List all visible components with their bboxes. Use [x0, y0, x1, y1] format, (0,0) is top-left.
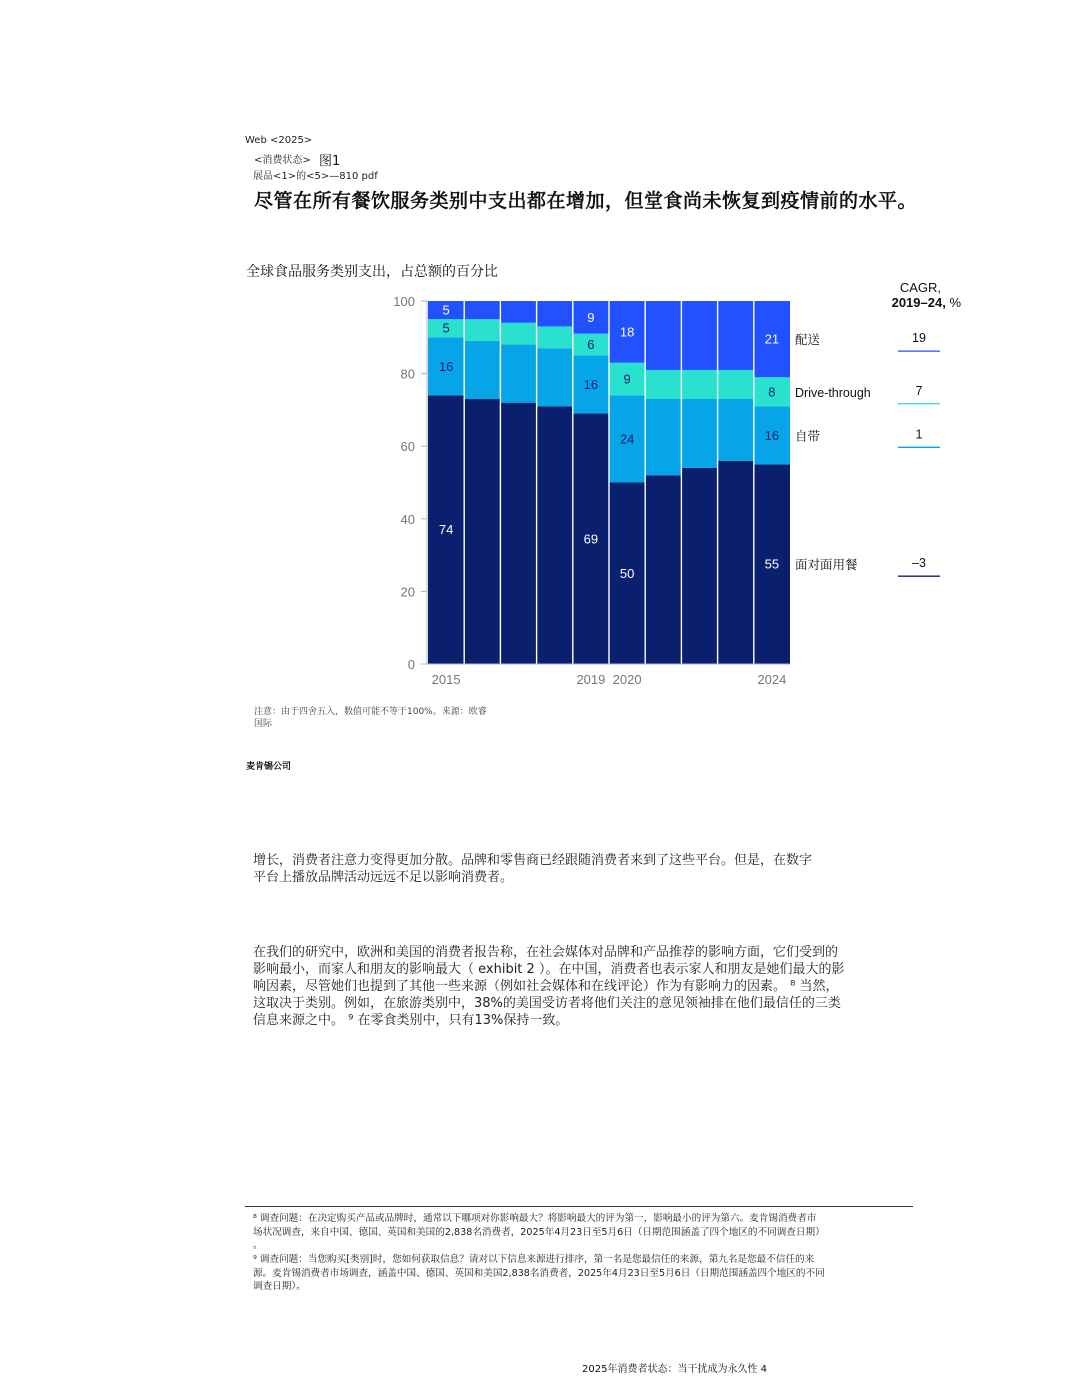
paragraph-2-line: 信息来源之中。 ⁹ 在零食类别中，只有13%保持一致。 — [253, 1013, 569, 1028]
bar-segment — [464, 301, 500, 319]
bar-segment — [645, 301, 681, 370]
legend-label: 自带 — [795, 429, 821, 444]
chart-note-line2: 国际 — [254, 719, 273, 729]
cagr-value: 1 — [915, 427, 923, 442]
cagr-value: 19 — [912, 331, 926, 346]
data-label: 24 — [619, 431, 635, 447]
data-label: 16 — [438, 358, 454, 374]
bar-segment — [645, 370, 681, 399]
cagr-value: –3 — [912, 556, 926, 571]
paragraph-2 — [253, 944, 844, 1029]
y-tick-label: 80 — [400, 366, 415, 382]
legend-label: 配送 — [795, 333, 821, 348]
legend-label: 面对面用餐 — [795, 558, 858, 573]
company-name: 麦肯锡公司 — [246, 762, 292, 772]
bar-segment — [500, 345, 536, 403]
legend-label: Drive-through — [795, 385, 871, 400]
cagr-header-line2: 2019–24, % — [891, 295, 961, 310]
data-label: 6 — [587, 337, 595, 353]
paragraph-1 — [253, 852, 812, 886]
bar-segment — [537, 326, 573, 348]
bar-segment — [537, 406, 573, 664]
web-label: Web <2025> — [245, 135, 313, 146]
y-tick-label: 0 — [407, 657, 415, 672]
footnote-9-line: ⁹ 调查问题：当您购买[类别]时，您如何获取信息？请对以下信息来源进行排序，第一名是您最信任的来源，第九名是您最不信任的来 — [253, 1254, 815, 1265]
y-tick-label: 40 — [400, 511, 415, 527]
data-label: 5 — [442, 302, 450, 318]
data-label: 69 — [583, 531, 599, 547]
bar-segment — [718, 301, 754, 370]
paragraph-1-line: 平台上播放品牌活动远远不足以影响消费者。 — [253, 870, 514, 885]
data-label: 8 — [768, 384, 776, 400]
footnote-8 — [253, 1212, 825, 1253]
y-tick-label: 20 — [400, 584, 415, 600]
bar-segment — [537, 348, 573, 406]
footnote-8-line: 场状况调查，来自中国、德国、英国和美国的2,838名消费者，2025年4月23日至5月6日（日期范围涵盖了四个地区的不同调查日期） — [253, 1226, 825, 1238]
bar-segment — [681, 301, 717, 370]
bar-segment — [718, 370, 754, 399]
x-tick-label: 2020 — [612, 672, 642, 687]
footnote-8-line: ⁸ 调查问题：在决定购买产品或品牌时，通常以下哪项对你影响最大？将影响最大的评为第一，影响最小的评为第六。麦肯锡消费者市 — [253, 1213, 817, 1224]
x-tick-label: 2024 — [757, 672, 787, 687]
page-footer: 2025年消费者状态：当干扰成为永久性 4 — [582, 1364, 767, 1375]
data-label: 16 — [583, 376, 599, 392]
paragraph-1-line: 增长，消费者注意力变得更加分散。品牌和零售商已经跟随消费者来到了这些平台。但是，在数字 — [253, 853, 813, 868]
x-tick-label: 2015 — [431, 672, 461, 687]
data-label: 5 — [442, 320, 450, 336]
data-label: 9 — [623, 371, 631, 387]
bar-segment — [645, 399, 681, 475]
data-label: 16 — [764, 427, 780, 443]
paragraph-2-line: 影响最小，而家人和朋友的影响最大（ exhibit 2 ）。在中国，消费者也表示家人和朋友是她们最大的影 — [253, 962, 845, 977]
bar-segment — [718, 399, 754, 461]
cagr-header-line1: CAGR, — [899, 280, 941, 295]
bar-segment — [464, 399, 500, 664]
exhibit-label: 图1 — [319, 154, 341, 169]
footnote-9-line: 调查日期）。 — [253, 1281, 306, 1292]
bar-segment — [645, 475, 681, 664]
bar-segment — [464, 341, 500, 399]
bar-segment — [681, 399, 717, 468]
data-label: 55 — [764, 556, 780, 572]
bar-segment — [537, 301, 573, 326]
chart-note-line1: 注意：由于四舍五入，数值可能不等于100%。来源：欧睿 — [254, 707, 487, 717]
bar-segment — [681, 370, 717, 399]
bar-segment — [681, 468, 717, 664]
footnote-8-line: 。 — [253, 1240, 263, 1251]
bar-segment — [500, 403, 536, 664]
bar-segment — [718, 461, 754, 664]
footnote-divider — [245, 1206, 913, 1207]
exhibit-title: 尽管在所有餐饮服务类别中支出都在增加，但堂食尚未恢复到疫情前的水平。 — [254, 190, 918, 212]
data-label: 18 — [619, 324, 635, 340]
report-label: <消费状态> — [254, 155, 311, 166]
bar-segment — [500, 323, 536, 345]
paragraph-2-line: 响因素，尽管她们也提到了其他一些来源（例如社会媒体和在线评论）作为有影响力的因素。 ⁸ 当然， — [253, 979, 839, 994]
paragraph-2-line: 在我们的研究中，欧洲和美国的消费者报告称，在社会媒体对品牌和产品推荐的影响方面，它们受到的 — [253, 945, 839, 960]
bar-segment — [500, 301, 536, 323]
x-tick-label: 2019 — [576, 672, 606, 687]
chart-note — [254, 706, 487, 730]
data-label: 9 — [587, 309, 595, 325]
y-tick-label: 60 — [400, 439, 415, 455]
paragraph-2-line: 这取决于类别。例如，在旅游类别中，38%的美国受访者将他们关注的意见领袖排在他们最信任的三类 — [253, 996, 841, 1011]
file-label: 展品<1>的<5>—810 pdf — [253, 171, 378, 182]
bar-segment — [464, 319, 500, 341]
y-tick-label: 100 — [393, 294, 415, 309]
data-label: 21 — [764, 331, 780, 347]
cagr-value: 7 — [915, 383, 923, 398]
data-label: 50 — [619, 565, 635, 581]
footnote-9 — [253, 1253, 825, 1294]
footnote-9-line: 源。麦肯锡消费者市场调查，涵盖中国、德国、英国和美国2,838名消费者，2025年4月23日至5月6日（日期范围涵盖四个地区的不同 — [253, 1267, 825, 1279]
data-label: 74 — [438, 522, 454, 538]
chart-subtitle: 全球食品服务类别支出，占总额的百分比 — [246, 264, 498, 280]
